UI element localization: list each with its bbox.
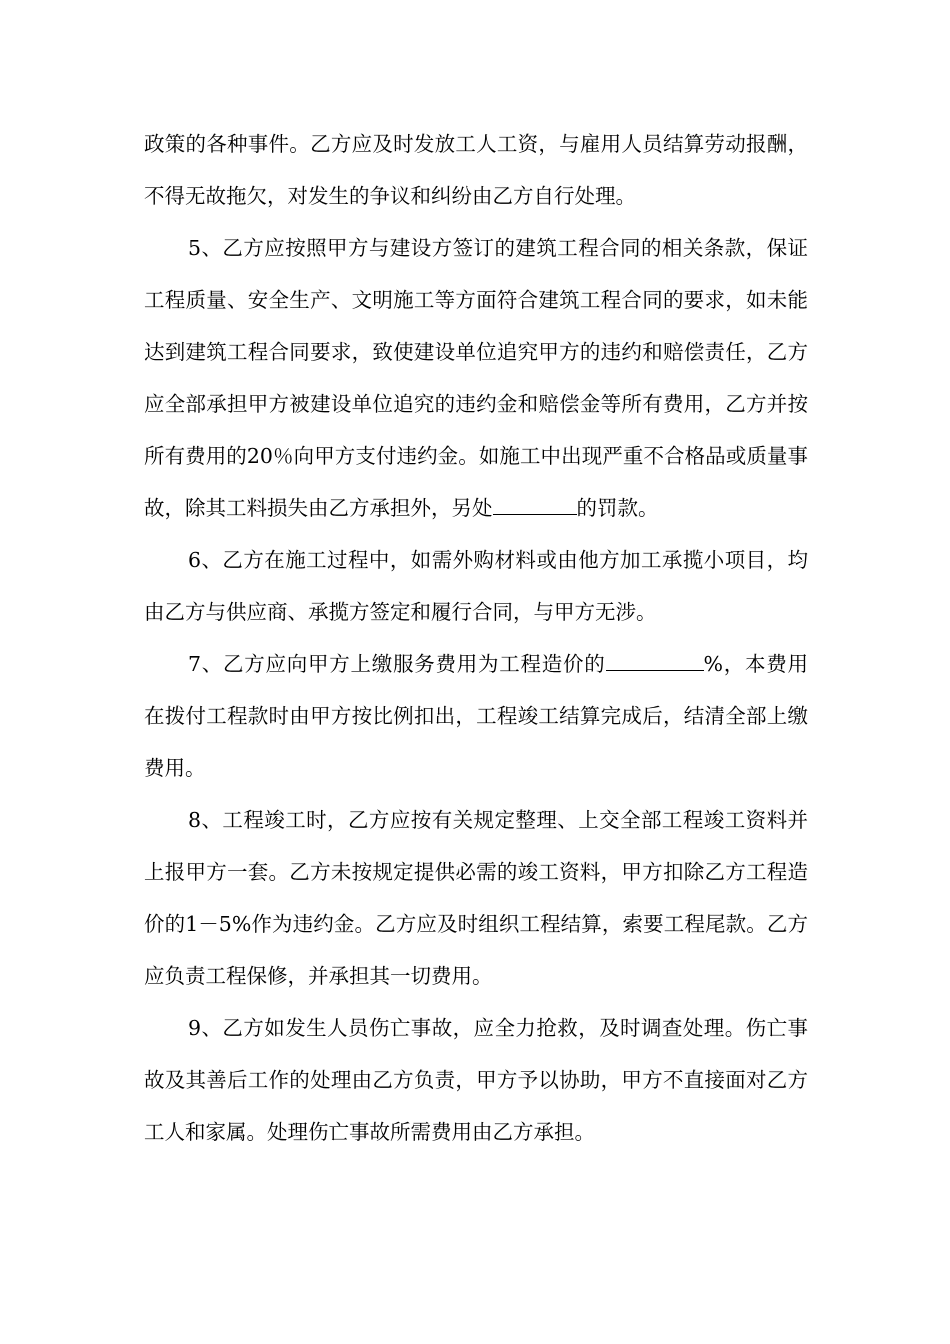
fill-in-blank: [493, 492, 577, 515]
paragraph-text: 政策的各种事件。乙方应及时发放工人工资，与雇用人员结算劳动报酬，不得无故拖欠，对发生的争议和纠纷由乙方自行处理。: [144, 132, 808, 208]
paragraph-text: 7、乙方应向甲方上缴服务费用为工程造价的: [188, 652, 606, 676]
paragraph-clause-8: [144, 794, 808, 1002]
document-page: [144, 118, 808, 1158]
paragraph-text: %，本费用在拨付工程款时由甲方按比例扣出，工程竣工结算完成后，结清全部上缴费用。: [144, 652, 808, 780]
paragraph-text: 5、乙方应按照甲方与建设方签订的建筑工程合同的相关条款，保证工程质量、安全生产、文明施工等方面符合建筑工程合同的要求，如未能达到建筑工程合同要求，致使建设单位追究甲方的违约和赔偿责任，乙方应全部承担甲方被建设单位追究的违约金和赔偿金等所有费用，乙方并按所有费用的20％向甲方支付违约金。如施工中出现严重不合格品或质量事故，除其工料损失由乙方承担外，另处: [144, 236, 808, 520]
paragraph-clause-6: [144, 534, 808, 638]
fill-in-blank: [606, 648, 704, 671]
paragraph-text: 8、工程竣工时，乙方应按有关规定整理、上交全部工程竣工资料并上报甲方一套。乙方未按规定提供必需的竣工资料，甲方扣除乙方工程造价的1－5%作为违约金。乙方应及时组织工程结算，索要工程尾款。乙方应负责工程保修，并承担其一切费用。: [144, 808, 808, 988]
paragraph-text: 的罚款。: [576, 496, 659, 520]
paragraph-clause-7: [144, 638, 808, 794]
paragraph-continuation: [144, 118, 808, 222]
paragraph-clause-5: [144, 222, 808, 534]
paragraph-text: 9、乙方如发生人员伤亡事故，应全力抢救，及时调查处理。伤亡事故及其善后工作的处理由乙方负责，甲方予以协助，甲方不直接面对乙方工人和家属。处理伤亡事故所需费用由乙方承担。: [144, 1016, 808, 1144]
paragraph-clause-9: [144, 1002, 808, 1158]
paragraph-text: 6、乙方在施工过程中，如需外购材料或由他方加工承揽小项目，均由乙方与供应商、承揽方签定和履行合同，与甲方无涉。: [144, 548, 808, 624]
